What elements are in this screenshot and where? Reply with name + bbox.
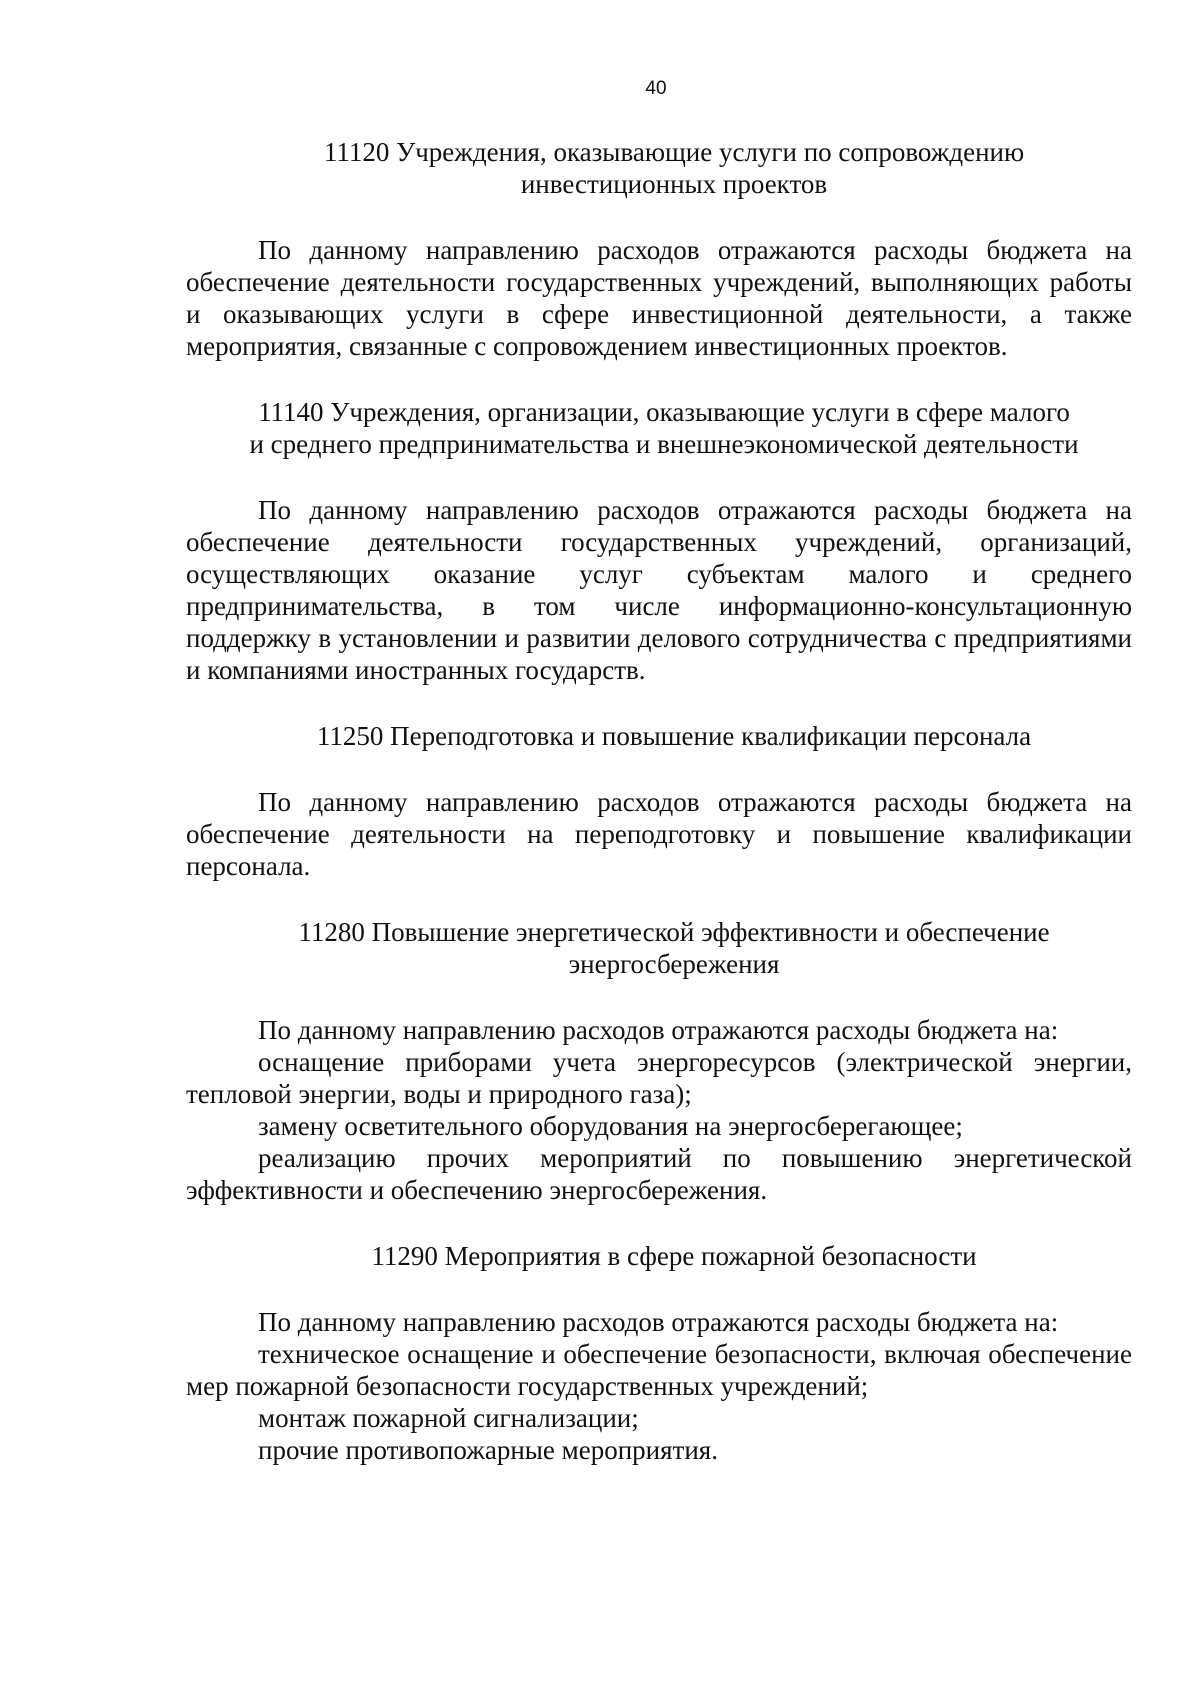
heading-line: 11250 Переподготовка и повышение квалификации персонала <box>316 721 1032 751</box>
section-11280 <box>186 916 1132 1206</box>
heading-line: 11120 Учреждения, оказывающие услуги по сопровождению <box>323 137 1025 167</box>
heading-line: 11280 Повышение энергетической эффективности и обеспечение <box>298 917 1050 947</box>
section-11120 <box>186 136 1132 362</box>
section-heading <box>216 720 1132 752</box>
section-body <box>186 786 1132 882</box>
section-body <box>186 1306 1132 1466</box>
paragraph: По данному направлению расходов отражаются расходы бюджета на: <box>258 1015 1059 1045</box>
section-body <box>186 234 1132 362</box>
section-11290 <box>186 1240 1132 1466</box>
section-body <box>186 1014 1132 1206</box>
heading-line: энергосбережения <box>568 949 780 979</box>
document-body <box>186 136 1132 1466</box>
list-item: техническое оснащение и обеспечение безопасности, включая обеспечение мер пожарной безопасности государственных учреждений; <box>186 1339 1132 1401</box>
section-body <box>186 494 1132 686</box>
paragraph: По данному направлению расходов отражаются расходы бюджета на: <box>258 1307 1059 1337</box>
heading-line: 11290 Мероприятия в сфере пожарной безопасности <box>371 1241 977 1271</box>
paragraph: По данному направлению расходов отражаются расходы бюджета на обеспечение деятельности государственных учреждений, выполняющих работы и оказывающих услуги в сфере инвестиционной деятельности, а также мероприятия, связанные с сопровождением инвестиционных проектов. <box>186 235 1132 361</box>
heading-line: и среднего предпринимательства и внешнеэкономической деятельности <box>249 429 1079 459</box>
list-item: монтаж пожарной сигнализации; <box>258 1403 639 1433</box>
list-item: замену осветительного оборудования на энергосберегающее; <box>258 1111 963 1141</box>
section-heading <box>216 136 1132 200</box>
section-11250 <box>186 720 1132 882</box>
list-item: прочие противопожарные мероприятия. <box>258 1435 718 1465</box>
section-heading <box>196 396 1132 460</box>
section-heading <box>216 916 1132 980</box>
heading-line: 11140 Учреждения, организации, оказывающие услуги в сфере малого <box>258 397 1070 427</box>
section-heading <box>216 1240 1132 1272</box>
list-item: оснащение приборами учета энергоресурсов (электрической энергии, тепловой энергии, воды и природного газа); <box>186 1047 1132 1109</box>
paragraph: По данному направлению расходов отражаются расходы бюджета на обеспечение деятельности на переподготовку и повышение квалификации персонала. <box>186 787 1132 881</box>
page-number: 40 <box>645 78 667 99</box>
heading-line: инвестиционных проектов <box>520 169 828 199</box>
paragraph: По данному направлению расходов отражаются расходы бюджета на обеспечение деятельности государственных учреждений, организаций, осуществляющих оказание услуг субъектам малого и среднего предпринимательства, в том числе информационно-консультационную поддержку в установлении и развитии делового сотрудничества с предприятиями и компаниями иностранных государств. <box>186 495 1132 685</box>
list-item: реализацию прочих мероприятий по повышению энергетической эффективности и обеспечению энергосбережения. <box>186 1143 1132 1205</box>
section-11140 <box>186 396 1132 686</box>
